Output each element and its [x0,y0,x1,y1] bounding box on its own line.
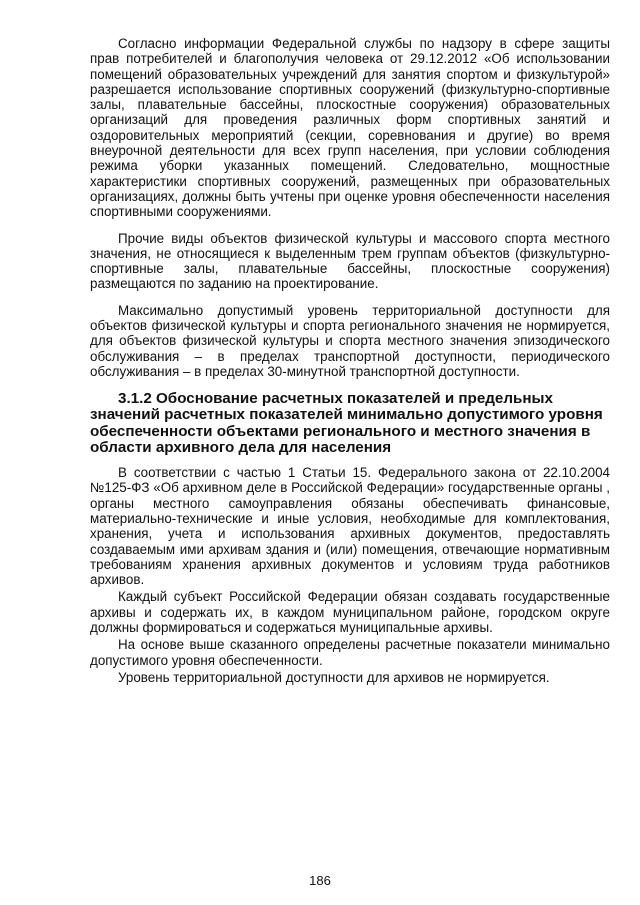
paragraph-other-sports-objects: Прочие виды объектов физической культуры и массового спорта местного значения, не относящиеся к выделенным трем группам объектов (физкультурно-спортивные залы, плавательные бассейны, плоскостные сооружения) размещаются по заданию на проектирование. [90,230,610,292]
paragraph-sports-facilities-usage: Согласно информации Федеральной службы по надзору в сфере защиты прав потребителей и благополучия человека от 29.12.2012 «Об использовании помещений образовательных учреждений для занятия спортом и физкультурой» разрешается использование спортивных сооружений (физкультурно-спортивные залы, плавательные бассейны, плоскостные сооружения) образовательных организаций для проведения различных форм спортивных занятий и оздоровительных мероприятий (секции, соревнования и другие) во время внеурочной деятельности для всех групп населения, при условии соблюдения режима уборки указанных помещений. Следовательно, мощностные характеристики спортивных сооружений, размещенных при образовательных организациях, должны быть учтены при оценке уровня обеспеченности населения спортивными сооружениями. [90,36,610,220]
paragraph-subject-archives: Каждый субъект Российской Федерации обязан создавать государственные архивы и содержать их, в каждом муниципальном районе, городском округе должны формироваться и содержаться муниципальные архивы. [90,589,610,636]
paragraph-archive-law: В соответствии с частью 1 Статьи 15. Федерального закона от 22.10.2004 №125-ФЗ «Об архивном деле в Российской Федерации» государственные органы , органы местного самоуправления обязаны обеспечивать финансовые, материально-технические и иные условия, необходимые для комплектования, хранения, учета и использования архивных документов, предоставлять создаваемым ими архивам здания и (или) помещения, отвечающие нормативным требованиям хранения архивных документов и условиям труда работников архивов. [90,465,610,588]
paragraph-calculated-indicators: На основе выше сказанного определены расчетные показатели минимально допустимого уровня обеспеченности. [90,637,610,668]
page-number: 186 [309,873,331,888]
section-heading-archives: 3.1.2 Обоснование расчетных показателей и предельных значений расчетных показателей минимально допустимого уровня обеспеченности объектами регионального и местного значения в области архивного дела для населения [90,390,603,456]
paragraph-territorial-accessibility-sports: Максимально допустимый уровень территориальной доступности для объектов физической культуры и спорта регионального значения не нормируется, для объектов физической культуры и спорта местного значения эпизодического обслуживания – в пределах транспортной доступности, периодического обслуживания – в пределах 30-минутной транспортной доступности. [90,302,610,379]
paragraph-archive-accessibility: Уровень территориальной доступности для архивов не нормируется. [118,669,550,685]
document-page [90,36,610,685]
